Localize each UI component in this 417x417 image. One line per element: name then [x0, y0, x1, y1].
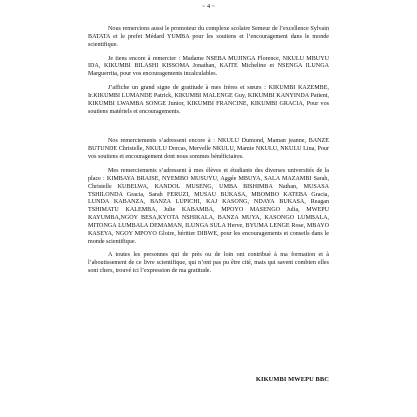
paragraph-remerciements-madame: Je tiens encore à remercier : Madame NSEBA MUJINGA Florence, NKULU MBUYU IDA, KIKUMBI BILASHI KISSOMA Jonathan, KAITE Micheline et NSENGA ILUNGA Marguerrita, pour vos encouragements incalculables.	[88, 55, 329, 78]
paragraph-eleves-etudiants: Mes remerciements s’adressent à mes élèves et étudiants des diverses universités de la place : KIMBAYA BRAISE, NYEMBO MUSUYU, Aggée MBUYA, SALA MAZAMBI Sarah, Christelle KUBELWA, KANDOL MUSENG, UMBA BISHIMBA Nathan, MUSASA TSHILONDA Gracia, Sarah FERUZI, MUSAU BUKASA, MBOMBO KATEBA Gracia, LUNDA KABANZA, BANZA LUPICHI, KAJ KASONG, NDAYA BUKASA, Reagan TSHIMATU KALEMBA, Julie KABAMBA, MPOYO MASENGO Julia, MWEPU KAYUMBA,NGOY BESA,KYOTA NSHIKALA, BANZA MUYA, KASONGO LUMBALA, MITONGA LUMBALA DEMAMAN, ILUNGA SULA Herve, BYUMA LENGE Rose, MBAYO KASEYA, NGOY MPOYO Gloire, héritier DIBWE, pour les encouragements et conseils dans le monde scientifique.	[88, 167, 329, 245]
page-number: ~ 4 ~	[202, 3, 215, 10]
author-signature: KIKUMBI MWEPU BBC	[255, 376, 329, 383]
paragraph-toutes-personnes: A toutes les personnes qui de près ou de loin ont contribué à ma formation et à l’aboutissement de ce livre scientifique, qui n’ont pas pu être cité, mais qui savent combien elles sont chers, trouvé ici l’expression de ma gratitude.	[88, 252, 329, 275]
paragraph-famille-nkulu: Nos remerciements s’adressent encore à : NKULU Dumond, Maman jeanne, BANZE BUTUNDE Christelle, NKULU Dorcas, Mervelle NKULU, Mamie NKULU, NKULU Lina, Pour vos soutiens et encouragement dont nous sommes bénéficiaires.	[88, 138, 329, 161]
paragraph-freres-soeurs: J’affiche un grand signe de gratitude à mes frères et sœurs : KIKUMBI KAZEMBE, Ir.KIKUMBI LUMANDE Patrick, KIKUMBI MALENGE Guy, KIKUMBI KANYINDA Patient, KIKUMBI LWAMBA SONGE Junior, KIKUMBI FRANCINE, KIKUMBI GRACIA, Pour vos soutiens matériels et encouragements.	[88, 85, 329, 115]
paragraph-promoteur: Nous remercions aussi le promoteur du complexe scolaire Semeur de l’excellence Sylvain BATATA et le prefet Médard YUMBA pour les soutiens et l’encouragement dans le monde scientifique.	[88, 26, 329, 48]
